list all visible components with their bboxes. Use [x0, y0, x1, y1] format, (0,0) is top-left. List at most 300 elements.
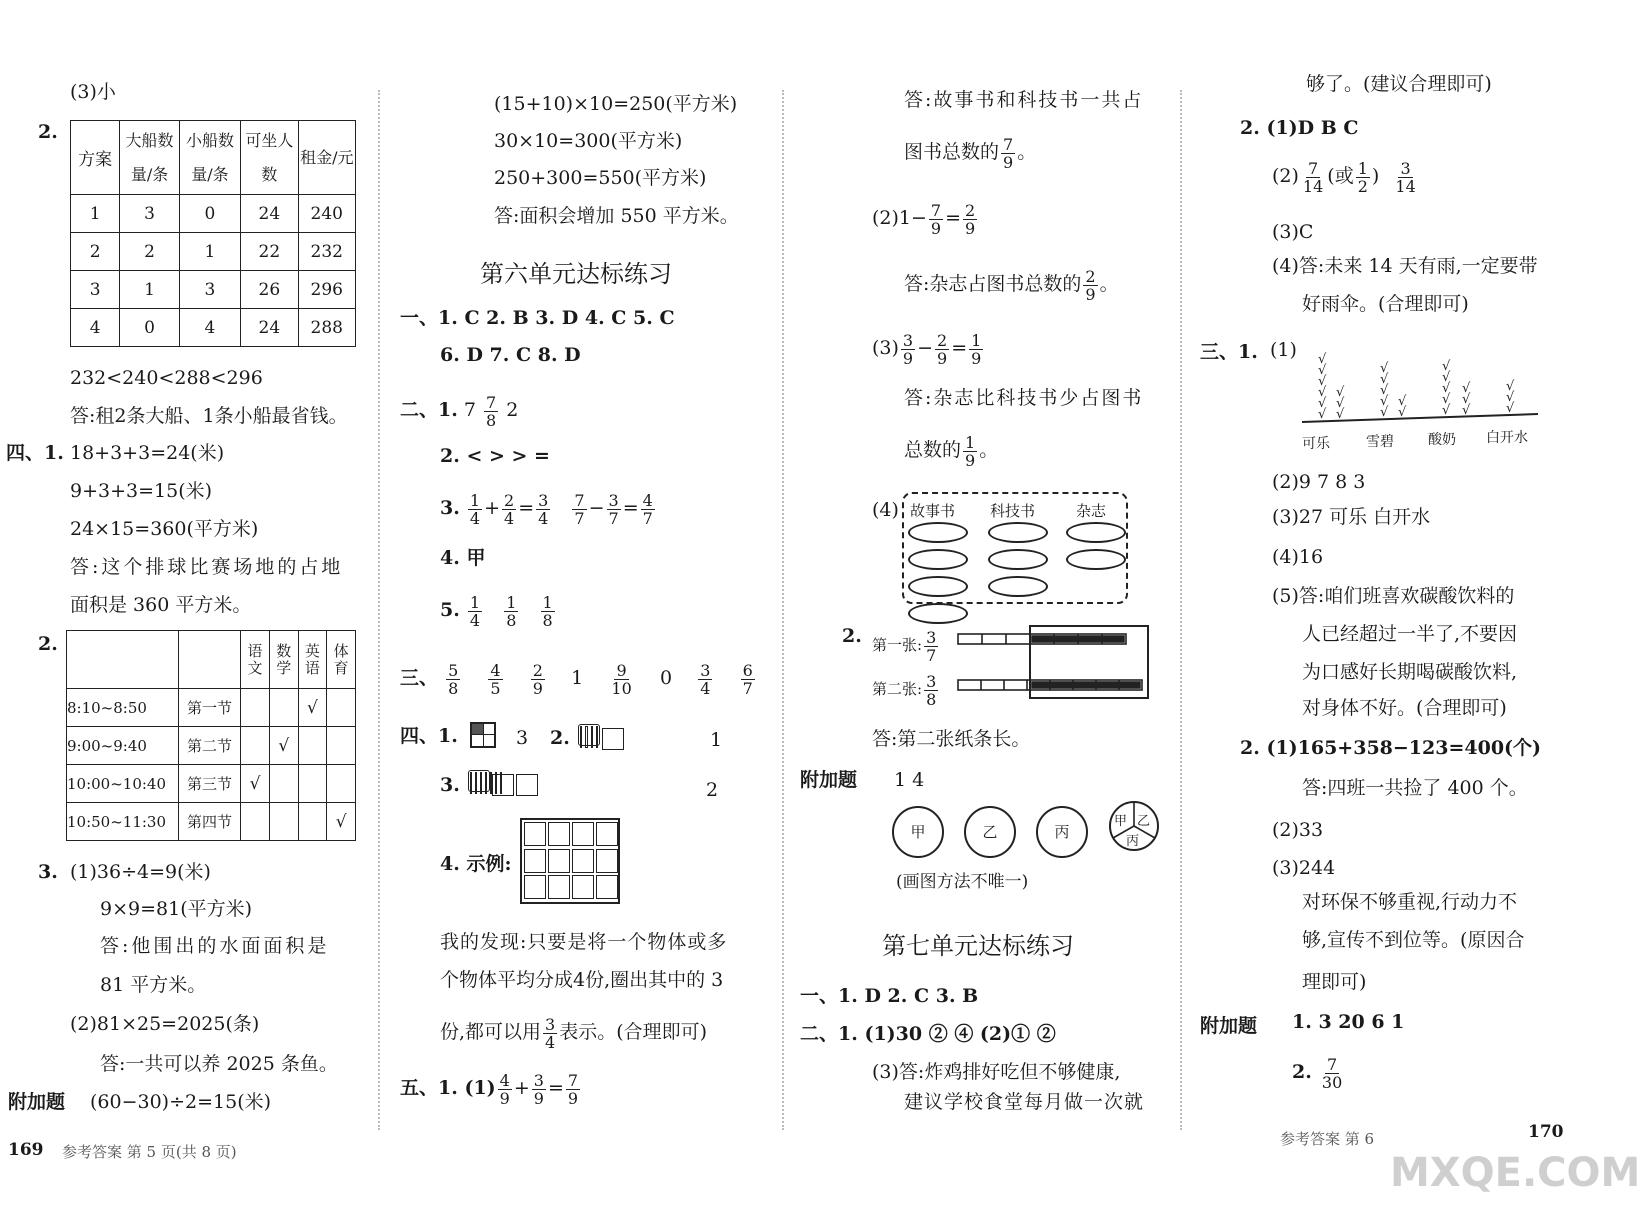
- table-cell: 26: [241, 271, 298, 309]
- ellipse-group: [988, 516, 1048, 603]
- table-cell: 24: [241, 309, 298, 347]
- question-number: 3.: [440, 774, 460, 796]
- text: (3): [872, 337, 899, 359]
- fraction: [901, 332, 915, 367]
- denominator: 8: [542, 610, 553, 630]
- table-cell: 第四节: [178, 803, 241, 841]
- denominator: 9: [971, 348, 982, 368]
- page-number: 169: [8, 1140, 44, 1160]
- table-header-cell: 体育: [327, 631, 356, 689]
- fraction: [488, 662, 502, 697]
- table-cell: 288: [298, 309, 355, 347]
- table-cell: [269, 803, 298, 841]
- value: 3: [516, 727, 529, 749]
- fraction: [498, 1072, 512, 1107]
- denominator: 9: [533, 1088, 544, 1108]
- grid-cell: [572, 875, 594, 899]
- table-cell: 3: [71, 271, 120, 309]
- grid-cell: [548, 822, 570, 846]
- pie-circle: [1108, 800, 1160, 852]
- answer-line: [1272, 154, 1420, 198]
- answer-line: (3)小: [70, 81, 116, 103]
- fraction: [924, 629, 938, 664]
- check-mark: √: [1318, 385, 1327, 400]
- table-cell: 1: [179, 233, 240, 271]
- circle-yi: 乙: [964, 806, 1016, 858]
- magazine-ellipse: [1066, 522, 1126, 543]
- check-mark: √: [1380, 361, 1389, 376]
- check-mark: √: [1318, 374, 1327, 389]
- table-cell: [327, 727, 356, 765]
- fraction: [924, 673, 938, 708]
- table-header-cell: 租金/元: [298, 121, 355, 195]
- value: 0: [659, 667, 673, 689]
- answer-line: 一、1. C 2. B 3. D 4. C 5. C: [400, 307, 675, 329]
- denominator: 8: [506, 610, 517, 630]
- numerator: 1: [506, 592, 517, 612]
- table-header-cell: 方案: [71, 121, 120, 195]
- value: 1: [710, 729, 723, 751]
- numerator: 7: [574, 490, 585, 510]
- check-mark: √: [1442, 392, 1451, 407]
- numerator: 1: [542, 592, 553, 612]
- question-number: 3.: [440, 497, 460, 519]
- answer-line: 理即可): [1302, 971, 1367, 993]
- fraction: [741, 662, 755, 697]
- denominator: 4: [545, 1032, 556, 1052]
- table-cell: 0: [179, 195, 240, 233]
- table-cell: 9:00~9:40: [67, 727, 179, 765]
- fraction: [532, 1072, 546, 1107]
- denominator: 9: [532, 678, 543, 698]
- question-number: 2.: [550, 727, 570, 749]
- section-label: 二、1.: [400, 399, 458, 421]
- ellipse-group: [1066, 516, 1126, 576]
- answer-line: (3)27 可乐 白开水: [1272, 506, 1431, 528]
- grid-cell: [596, 875, 618, 899]
- text: 第一张:: [872, 636, 923, 654]
- book-ellipse: [908, 576, 968, 597]
- answer-line: (2)1− $\frac{7}{9}$ = $\frac{2}{9}$: [872, 200, 976, 238]
- text: 表示。(合理即可): [559, 1021, 708, 1043]
- answer-line: [904, 130, 1036, 174]
- numerator: 2: [532, 660, 543, 680]
- strip-label: [872, 668, 940, 710]
- grid-cell: [572, 849, 594, 873]
- chart-label: 酸奶: [1428, 432, 1456, 448]
- grid-cell: [524, 849, 546, 873]
- strip-1: [958, 634, 1126, 644]
- denominator: 30: [1321, 1072, 1343, 1092]
- denominator: 7: [574, 508, 585, 528]
- denominator: 2: [1357, 176, 1368, 196]
- numerator: 4: [642, 490, 653, 510]
- answer-line: (3) $\frac{3}{9}$ − $\frac{2}{9}$ = $\frac{1}{9}$: [872, 330, 982, 368]
- answer-line: 答:杂志比科技书少占图书: [904, 387, 1144, 409]
- pie-label: 丙: [1126, 834, 1140, 849]
- book-ellipse: [988, 576, 1048, 597]
- table-cell: [241, 727, 270, 765]
- numerator: 3: [1400, 158, 1411, 178]
- table-cell: [241, 689, 270, 727]
- text: 1. 3 20 6 1: [1292, 1011, 1405, 1033]
- numerator: 3: [538, 490, 549, 510]
- table-header-cell: 英语: [298, 631, 327, 689]
- question-label: (4): [872, 499, 899, 521]
- fraction: [1320, 1056, 1344, 1091]
- numerator: 7: [1308, 158, 1319, 178]
- numerator: 1: [469, 592, 481, 612]
- fraction: [607, 492, 621, 527]
- answer-line: (3)244: [1272, 857, 1336, 879]
- fraction: [504, 594, 518, 629]
- book-ellipse: [908, 549, 968, 570]
- table-cell: 22: [241, 233, 298, 271]
- table-cell: 0: [120, 309, 179, 347]
- fraction: [468, 492, 482, 527]
- answer-line: 9+3+3=15(米): [70, 480, 213, 502]
- check-mark: √: [1442, 370, 1451, 385]
- fraction: [1393, 160, 1417, 195]
- text: (2)1−: [872, 207, 927, 229]
- numerator: 1: [971, 330, 982, 350]
- answer-line: (5)答:咱们班喜欢碳酸饮料的: [1272, 585, 1515, 607]
- numerator: 3: [926, 671, 937, 691]
- text: ): [1371, 165, 1380, 187]
- check-mark: √: [1506, 379, 1515, 394]
- fraction: [531, 662, 545, 697]
- table-cell: √: [241, 765, 270, 803]
- answer-line: (60−30)÷2=15(米): [90, 1091, 272, 1113]
- check-mark: √: [1506, 390, 1515, 405]
- check-mark: √: [1318, 396, 1327, 411]
- check-mark: √: [1380, 405, 1389, 420]
- numerator: 7: [1326, 1054, 1338, 1074]
- text: (2): [1272, 165, 1299, 187]
- fraction: [641, 492, 655, 527]
- numerator: 3: [608, 490, 619, 510]
- value: 7: [463, 399, 476, 421]
- strip-label: [872, 624, 940, 666]
- answer-line: 18+3+3=24(米): [70, 442, 225, 464]
- answer-line: 2. (1)D B C: [1240, 117, 1359, 139]
- check-mark: √: [1442, 403, 1451, 418]
- answer-line: (1)36÷4=9(米): [70, 861, 211, 883]
- answer-line: [904, 428, 998, 472]
- check-mark: √: [1380, 394, 1389, 409]
- answer-line: 对环保不够重视,行动力不: [1302, 891, 1518, 913]
- answer-line: [1292, 1050, 1346, 1094]
- denominator: 7: [926, 645, 937, 665]
- section-label: 四、1.: [6, 442, 64, 464]
- note: (画图方法不唯一): [896, 872, 1029, 892]
- answer-line: 答:面积会增加 550 平方米。: [494, 205, 739, 227]
- grid-cell: [548, 849, 570, 873]
- numerator: 1: [1357, 158, 1368, 178]
- section-label: 三、1.: [1200, 341, 1258, 363]
- table-cell: 240: [298, 195, 355, 233]
- answer-line: 9×9=81(平方米): [100, 898, 253, 920]
- answer-line: (3)答:炸鸡排好吃但不够健康,: [872, 1061, 1121, 1083]
- table-header-cell: [178, 631, 241, 689]
- fraction: [1356, 160, 1370, 195]
- fraction: [541, 594, 555, 629]
- numerator: 3: [545, 1014, 556, 1034]
- grid-cell: [596, 822, 618, 846]
- check-mark: √: [1318, 363, 1327, 378]
- answer-line: 2. (1)165+358−123=400(个): [1240, 737, 1542, 759]
- denominator: 8: [486, 410, 497, 430]
- answer-line: (3)C: [1272, 221, 1314, 243]
- table-cell: 2: [71, 233, 120, 271]
- fraction: [468, 594, 482, 629]
- column-divider: [378, 90, 380, 1130]
- section-label: 三、: [400, 667, 439, 689]
- page-number: 170: [1528, 1122, 1564, 1142]
- book-ellipse: [908, 522, 968, 543]
- answer-line: 答:租2条大船、1条小船最省钱。: [70, 405, 348, 427]
- answer-line: [800, 1022, 1056, 1046]
- table-cell: 第一节: [178, 689, 241, 727]
- section-label: 五、1. (1): [400, 1077, 496, 1099]
- numerator: 7: [486, 392, 497, 412]
- answer-line: 人已经超过一半了,不要因: [1302, 623, 1518, 645]
- answer-line: 建议学校食堂每月做一次就: [904, 1091, 1145, 1113]
- answer-line: 2. < > > =: [440, 445, 550, 467]
- fraction-list: [440, 588, 557, 632]
- table-cell: [298, 727, 327, 765]
- box-strip: [468, 770, 538, 796]
- answer-line: 4. 甲: [440, 547, 486, 569]
- chart-label: 雪碧: [1366, 434, 1394, 450]
- bonus-label: 附加题: [8, 1091, 66, 1113]
- text: (或: [1327, 165, 1354, 187]
- book-ellipse: [908, 603, 968, 624]
- fraction: [963, 434, 977, 469]
- page-footer: 参考答案 第 5 页(共 8 页): [62, 1143, 237, 1161]
- fraction: [929, 202, 943, 237]
- table-cell: 10:00~10:40: [67, 765, 179, 803]
- pie-label: 甲: [1114, 814, 1128, 829]
- text: 第二张:: [872, 680, 923, 698]
- numerator: 2: [1085, 266, 1096, 286]
- table-cell: 24: [241, 195, 298, 233]
- table-cell: 232: [298, 233, 355, 271]
- fraction: [1083, 268, 1097, 303]
- numerator: 2: [965, 200, 976, 220]
- text: 。: [1099, 273, 1119, 295]
- numerator: 3: [533, 1070, 544, 1090]
- answer-line: 面积是 360 平方米。: [70, 594, 252, 616]
- fraction: [1301, 160, 1325, 195]
- answer-line: 30×10=300(平方米): [494, 130, 683, 152]
- category-label: 杂志: [1076, 502, 1107, 520]
- circle-jia: 甲: [892, 806, 944, 858]
- question-number: 5.: [440, 599, 460, 621]
- table-cell: 2: [120, 233, 179, 271]
- numerator: 3: [902, 330, 914, 350]
- fraction: [566, 1072, 580, 1107]
- answer-line: 我的发现:只要是将一个物体或多: [440, 931, 728, 953]
- magazine-ellipse: [1066, 549, 1126, 570]
- answer-line: 一、1. D 2. C 3. B: [800, 985, 979, 1007]
- grid-cell: [524, 875, 546, 899]
- bonus-label: 附加题: [1200, 1015, 1258, 1037]
- fraction: [963, 202, 977, 237]
- answer-line: [1292, 1010, 1404, 1034]
- ellipse-group: [908, 516, 968, 630]
- unit-title: 第七单元达标练习: [882, 932, 1074, 960]
- question-number: 2.: [38, 121, 58, 143]
- answer-line: (2)9 7 8 3: [1272, 471, 1366, 493]
- check-mark: √: [1336, 407, 1345, 422]
- answer-line: [904, 262, 1119, 306]
- fraction: [484, 394, 498, 429]
- denominator: 9: [937, 348, 948, 368]
- denominator: 8: [448, 678, 459, 698]
- table-cell: 296: [298, 271, 355, 309]
- unit-title: 第六单元达标练习: [480, 260, 672, 288]
- grid-cell: [572, 822, 594, 846]
- table-cell: √: [298, 689, 327, 727]
- table-header-cell: 语文: [241, 631, 270, 689]
- grid-cell: [524, 822, 546, 846]
- check-mark: √: [1318, 407, 1327, 422]
- denominator: 14: [1395, 176, 1416, 196]
- table-cell: 3: [179, 271, 240, 309]
- table-cell: 第二节: [178, 727, 241, 765]
- denominator: 7: [642, 508, 653, 528]
- check-mark: √: [1336, 396, 1345, 411]
- denominator: 9: [1085, 284, 1096, 304]
- check-mark: √: [1380, 383, 1389, 398]
- check-mark: √: [1506, 401, 1515, 416]
- denominator: 4: [504, 508, 515, 528]
- check-mark: √: [1336, 385, 1345, 400]
- denominator: 9: [499, 1088, 510, 1108]
- check-mark: √: [1398, 394, 1407, 409]
- schedule-table: [66, 630, 356, 841]
- denominator: 10: [611, 678, 632, 698]
- numerator: 1: [469, 490, 481, 510]
- numerator: 5: [448, 660, 459, 680]
- answer-line: 答:第二张纸条长。: [872, 728, 1031, 750]
- answer-line: [440, 1010, 707, 1054]
- check-mark: √: [1380, 372, 1389, 387]
- fraction: [543, 1016, 557, 1051]
- answer-line: 232<240<288<296: [70, 367, 263, 389]
- check-mark: √: [1442, 359, 1451, 374]
- book-ellipse: [988, 522, 1048, 543]
- category-label: 科技书: [990, 502, 1036, 520]
- answer-line: 4. 示例:: [440, 853, 512, 875]
- text: 2.: [1292, 1061, 1312, 1083]
- numerator: 2: [937, 330, 948, 350]
- table-cell: [269, 765, 298, 803]
- check-mark: √: [1462, 381, 1471, 396]
- table-cell: 4: [71, 309, 120, 347]
- strip-2: [958, 680, 1142, 690]
- check-marks: [1318, 352, 1515, 422]
- answer-line: 答:一共可以养 2025 条鱼。: [100, 1053, 338, 1075]
- answer-line: 81 平方米。: [100, 974, 207, 996]
- answer-line: 对身体不好。(合理即可): [1302, 697, 1507, 719]
- text: 总数的: [904, 439, 962, 461]
- boat-plan-table: [70, 120, 356, 347]
- table-cell: 第三节: [178, 765, 241, 803]
- table-cell: 3: [120, 195, 179, 233]
- table-cell: [269, 689, 298, 727]
- question-number: 3.: [38, 861, 58, 883]
- question-number: 2.: [38, 633, 58, 655]
- answer-line: 个物体平均分成4份,圈出其中的 3: [440, 969, 724, 991]
- table-cell: 4: [179, 309, 240, 347]
- numerator: 3: [926, 627, 937, 647]
- numerator: 4: [499, 1070, 510, 1090]
- table-cell: [327, 765, 356, 803]
- denominator: 9: [965, 218, 976, 238]
- table-header-cell: [67, 631, 179, 689]
- denominator: 9: [930, 218, 942, 238]
- table-cell: [241, 803, 270, 841]
- answer-line: (4)答:未来 14 天有雨,一定要带: [1272, 255, 1538, 277]
- value: 2: [506, 399, 519, 421]
- table-header-cell: 小船数量/条: [179, 121, 240, 195]
- grid-figure: [520, 818, 620, 904]
- text: 图书总数的: [904, 141, 1000, 163]
- fraction: [609, 662, 633, 697]
- answer-line: 250+300=550(平方米): [494, 167, 707, 189]
- answer-line: [400, 388, 518, 432]
- answer-line: (2)81×25=2025(条): [70, 1013, 260, 1035]
- table-cell: 10:50~11:30: [67, 803, 179, 841]
- fraction: [502, 492, 516, 527]
- check-mark: √: [1318, 352, 1327, 367]
- chart-label: 可乐: [1302, 436, 1330, 452]
- table-cell: √: [269, 727, 298, 765]
- fraction: [698, 662, 712, 697]
- answer-line: 答:他围出的水面面积是: [100, 935, 330, 957]
- value: 1: [571, 667, 584, 689]
- column-divider: [782, 90, 784, 1130]
- denominator: 9: [902, 348, 914, 368]
- fraction-equations: 3. $\frac{1}{4}$ + $\frac{2}{4}$ = $\frac{3}{4}$ $\frac{7}{7}$ − $\frac{3}{7}$ = $\frac{4}{7}$: [440, 490, 653, 528]
- denominator: 4: [469, 508, 481, 528]
- fraction: [1001, 136, 1015, 171]
- answer-line: 答:故事书和科技书一共占: [904, 89, 1144, 111]
- check-mark: √: [1462, 403, 1471, 418]
- numerator: 7: [930, 200, 942, 220]
- category-label: 故事书: [910, 502, 956, 520]
- answer-line: 够,宣传不到位等。(原因合: [1302, 929, 1525, 951]
- numerator: 1: [965, 432, 976, 452]
- text: 二、1. (1)30 ② ④ (2)① ②: [800, 1023, 1056, 1045]
- text: 份,都可以用: [440, 1021, 542, 1043]
- answer-line: 好雨伞。(合理即可): [1302, 293, 1469, 315]
- table-header-cell: 大船数量/条: [120, 121, 179, 195]
- numerator: 6: [742, 660, 753, 680]
- grid-square-figure: [470, 722, 496, 748]
- answer-line: 为口感好长期喝碳酸饮料,: [1302, 661, 1518, 683]
- circle-bing: 丙: [1036, 806, 1088, 858]
- book-ellipse: [988, 549, 1048, 570]
- denominator: 9: [567, 1088, 579, 1108]
- fraction-list: [400, 656, 757, 700]
- pie-label: 乙: [1137, 814, 1151, 829]
- denominator: 9: [965, 450, 976, 470]
- question-number: 2.: [842, 625, 862, 647]
- numerator: 7: [1003, 134, 1014, 154]
